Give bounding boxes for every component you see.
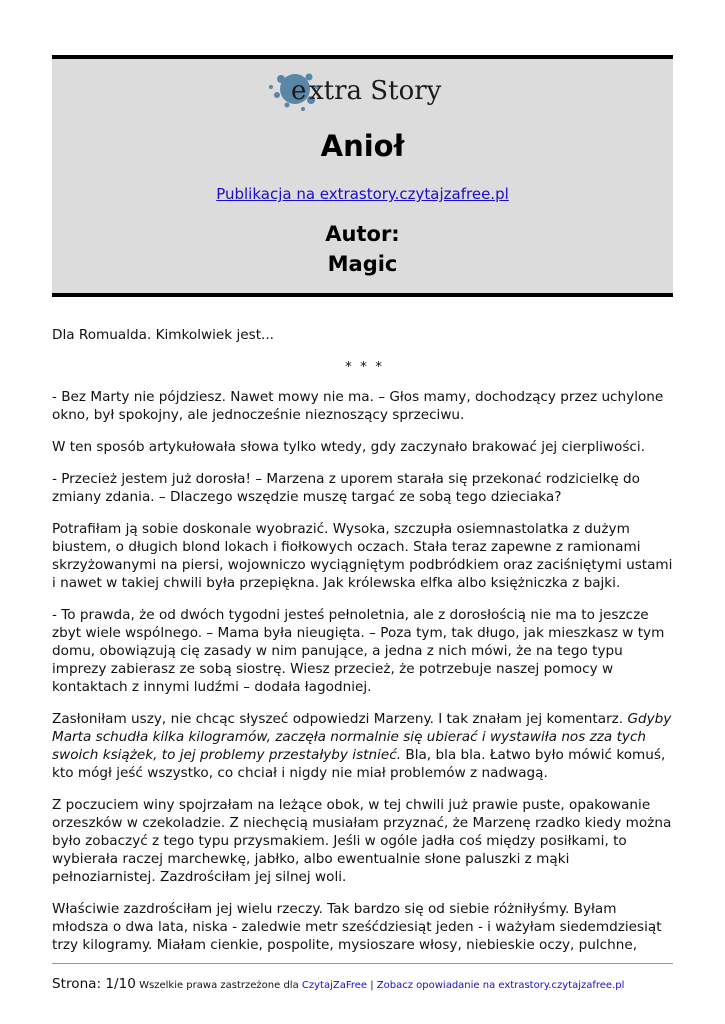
paragraph: Z poczuciem winy spojrzałam na leżące obok, w tej chwili już prawie puste, opakowanie orzeszków w czekoladzie. Z niechęcią musiałam przyznać, że Marzenę rzadko kiedy można było zobaczyć z tego typu przysmakiem. Jeśli w ogóle jadła coś między posiłkami, to wybierała raczej marchewkę, jabłko, albo ewentualnie słone paluszki z mąki pełnoziarnistej. Zazdrościłam jej silnej woli. [52, 797, 672, 885]
page-number: Strona: 1/10 [52, 976, 136, 992]
splash-logo-icon [263, 65, 463, 113]
story-content [52, 326, 674, 968]
document-header [52, 55, 673, 297]
dedication: Dla Romualda. Kimkolwiek jest... [52, 327, 274, 343]
paragraph: W ten sposób artykułowała słowa tylko wtedy, gdy zaczynało brakować jej cierpliwości. [52, 439, 646, 455]
svg-text:xtra Story: xtra Story [308, 76, 441, 106]
story-title: Anioł [320, 129, 405, 163]
paragraph: Właściwie zazdrościłam jej wielu rzeczy. Tak bardzo się od siebie różniłyśmy. Byłam młodsza o dwa lata, niska - zaledwie metr sześćdziesiąt jeden - i ważyłam siedemdziesiąt trzy kilogramy. Miałam cienkie, pospolite, mysioszare włosy, niebieskie oczy, pulchne, [52, 901, 662, 953]
paragraph-text: Zasłoniłam uszy, nie chcąc słyszeć odpowiedzi Marzeny. I tak znałam jej komentarz. [52, 711, 628, 727]
author-label: Autor: [325, 222, 400, 246]
section-separator: * * * [344, 359, 383, 375]
paragraph-text: Bla, bla bla. Łatwo było mówić komuś, kto mógł jeść wszystko, co chciał i nigdy nie miał problemów z nadwagą. [52, 747, 666, 781]
author-name: Magic [327, 252, 398, 276]
publication-link[interactable]: Publikacja na extrastory.czytajzafree.pl [216, 185, 509, 203]
view-story-link[interactable]: Zobacz opowiadanie na extrastory.czytajzafree.pl [376, 980, 625, 991]
footer-separator: | [367, 980, 377, 991]
extra-story-logo [52, 65, 673, 113]
paragraph: - Bez Marty nie pójdziesz. Nawet mowy nie ma. – Głos mamy, dochodzący przez uchylone okno, był spokojny, ale jednocześnie nieznoszący sprzeciwu. [52, 389, 664, 423]
rights-text: Wszelkie prawa zastrzeżone dla [135, 980, 302, 991]
paragraph: - To prawda, że od dwóch tygodni jesteś pełnoletnia, ale z dorosłością nie ma to jeszcze zbyt wiele wspólnego. – Mama była nieugięta. – Poza tym, tak długo, jak mieszkasz w tym domu, obowiązują cię zasady w nim panujące, a jedna z nich mówi, że na tego typu imprezy zabierasz ze sobą siostrę. Wiesz przecież, że potrzebuje naszej pomocy w kontaktach z innymi ludźmi – dodała łagodniej. [52, 607, 665, 695]
paragraph [52, 710, 674, 782]
czytajzafree-link[interactable]: CzytajZaFree [301, 980, 368, 991]
page-footer [52, 963, 673, 992]
paragraph: - Przecież jestem już dorosła! – Marzena z uporem starała się przekonać rodzicielkę do zmiany zdania. – Dlaczego wszędzie muszę targać ze sobą tego dzieciaka? [52, 471, 640, 505]
paragraph: Potrafiłam ją sobie doskonale wyobrazić. Wysoka, szczupła osiemnastolatka z dużym biustem, o długich blond lokach i fiołkowych oczach. Stała teraz zapewne z ramionami skrzyżowanymi na piersi, wojowniczo wyciągniętym podbródkiem oraz zaciśniętymi ustami i nawet w takiej chwili była przepiękna. Jak królewska elfka albo księżniczka z bajki. [52, 521, 673, 591]
paragraph-italic-text: Gdyby Marta schudła kilka kilogramów, zaczęła normalnie się ubierać i wystawiła nos zza tych swoich książek, to jej problemy przestałyby istnieć. [52, 711, 672, 763]
svg-text:e: e [290, 76, 306, 106]
